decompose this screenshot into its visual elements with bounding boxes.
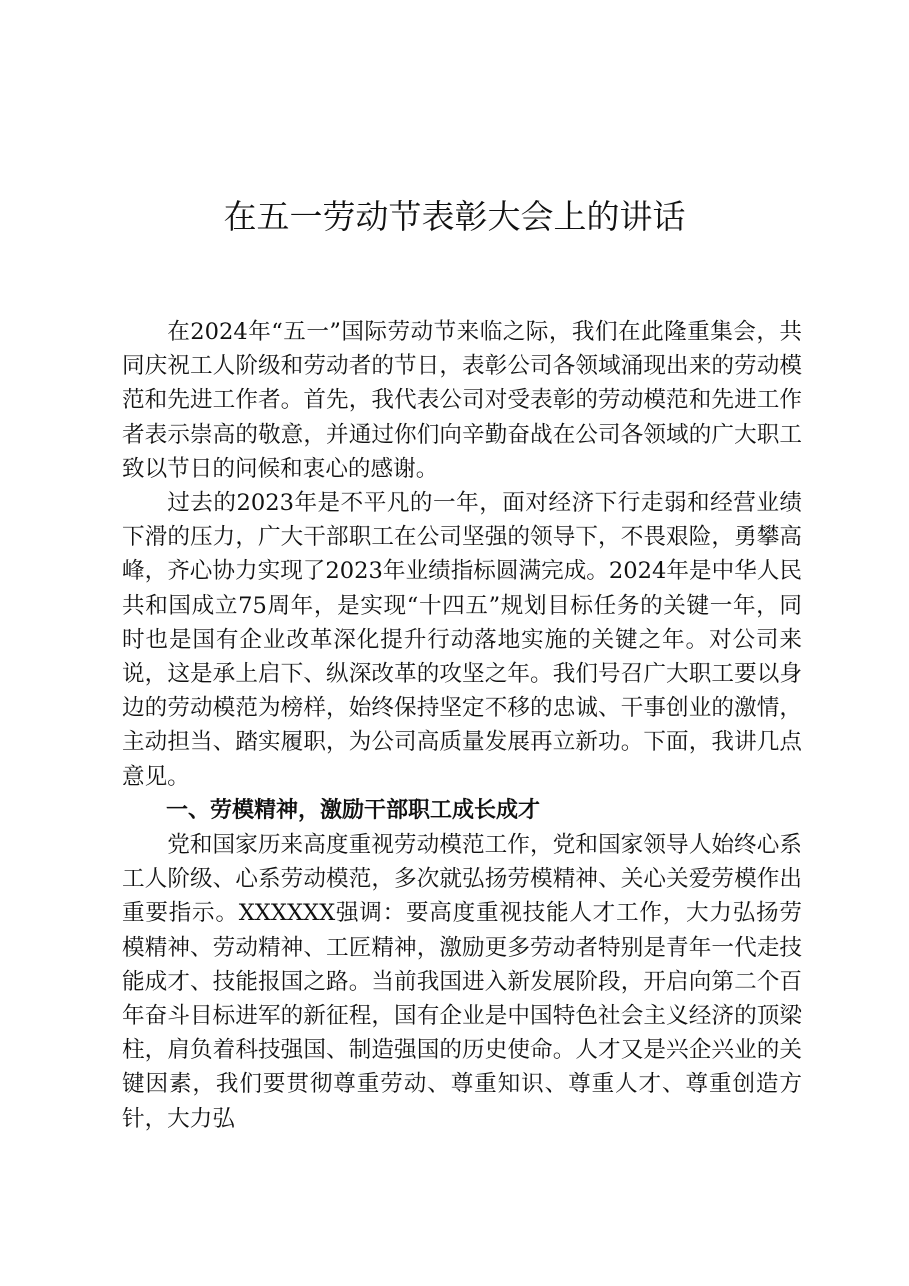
- section-heading: 一、劳模精神，激励干部职工成长成才: [166, 797, 541, 823]
- document-body: [122, 315, 802, 1136]
- paragraph-intro: 在2024年“五一”国际劳动节来临之际，我们在此隆重集会，共同庆祝工人阶级和劳动者的节日，表彰公司各领域涌现出来的劳动模范和先进工作者。首先，我代表公司对受表彰的劳动模范和先进工作者表示崇高的敬意，并通过你们向辛勤奋战在公司各领域的广大职工致以节日的问候和衷心的感谢。: [122, 319, 802, 482]
- paragraph-section-one: 党和国家历来高度重视劳动模范工作，党和国家领导人始终心系工人阶级、心系劳动模范，多次就弘扬劳模精神、关心关爱劳模作出重要指示。XXXXXX强调：要高度重视技能人才工作，大力弘扬劳模精神、劳动精神、工匠精神，激励更多劳动者特别是青年一代走技能成才、技能报国之路。当前我国进入新发展阶段，开启向第二个百年奋斗目标进军的新征程，国有企业是中国特色社会主义经济的顶梁柱，肩负着科技强国、制造强国的历史使命。人才又是兴企兴业的关键因素，我们要贯彻尊重劳动、尊重知识、尊重人才、尊重创造方针，大力弘: [122, 832, 802, 1132]
- paragraph-review: 过去的2023年是不平凡的一年，面对经济下行走弱和经营业绩下滑的压力，广大干部职工在公司坚强的领导下，不畏艰险，勇攀高峰，齐心协力实现了2023年业绩指标圆满完成。2024年是中华人民共和国成立75周年，是实现“十四五”规划目标任务的关键一年，同时也是国有企业改革深化提升行动落地实施的关键之年。对公司来说，这是承上启下、纵深改革的攻坚之年。我们号召广大职工要以身边的劳动模范为榜样，始终保持坚定不移的忠诚、干事创业的激情，主动担当、踏实履职，为公司高质量发展再立新功。下面，我讲几点意见。: [122, 490, 802, 790]
- document-title: 在五一劳动节表彰大会上的讲话: [223, 197, 686, 236]
